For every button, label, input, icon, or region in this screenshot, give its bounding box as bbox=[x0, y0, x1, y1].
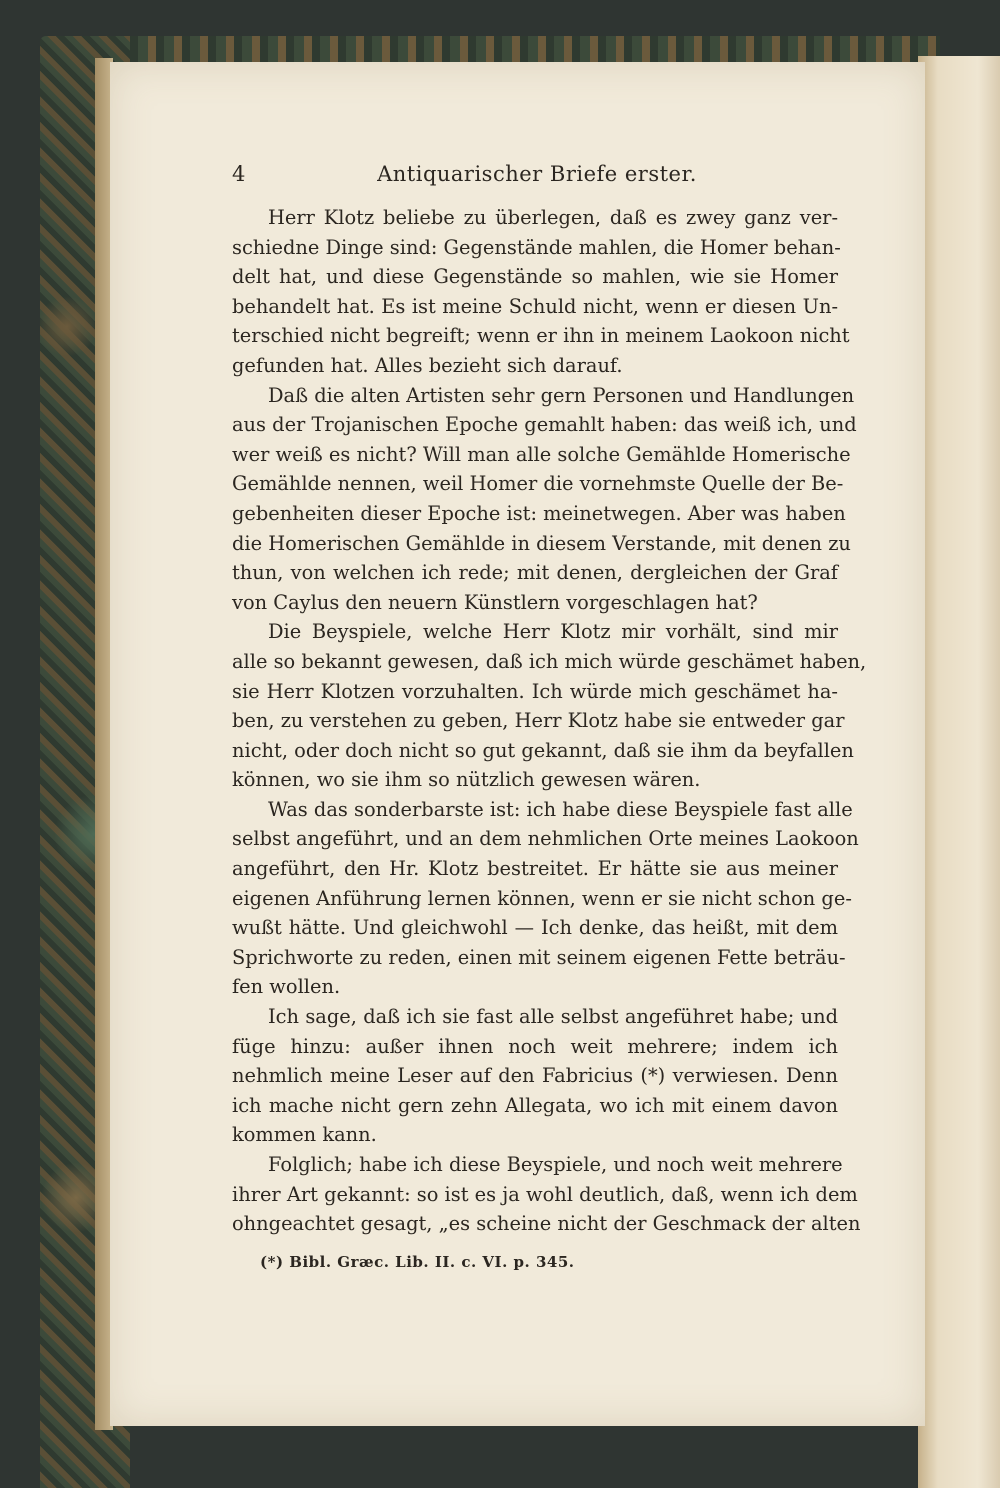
facing-page-edge bbox=[918, 56, 1000, 1488]
text-line: selbst angeführt, und an dem nehmlichen Orte meines Laokoon bbox=[232, 827, 859, 851]
text-line: alle so bekannt gewesen, daß ich mich würde geschämet haben, bbox=[232, 649, 867, 673]
text-line: Ich sage, daß ich sie fast alle selbst angeführet habe; und bbox=[268, 1005, 838, 1029]
text-line: delt hat, und diese Gegenstände so mahlen, wie sie Homer bbox=[232, 265, 838, 289]
text-line: wer weiß es nicht? Will man alle solche Gemählde Homerische bbox=[232, 442, 851, 466]
text-line: fen wollen. bbox=[232, 975, 341, 999]
body-text bbox=[232, 203, 867, 1239]
text-line: von Caylus den neuern Künstlern vorgeschlagen hat? bbox=[232, 590, 758, 614]
text-line: thun, von welchen ich rede; mit denen, dergleichen der Graf bbox=[232, 561, 838, 585]
text-line: können, wo sie ihm so nützlich gewesen wären. bbox=[232, 768, 701, 792]
text-line: ich mache nicht gern zehn Allegata, wo ich mit einem davon bbox=[232, 1093, 838, 1117]
text-line: nicht, oder doch nicht so gut gekannt, daß sie ihm da beyfallen bbox=[232, 738, 854, 762]
text-line: ben, zu verstehen zu geben, Herr Klotz habe sie entweder gar bbox=[232, 709, 845, 733]
text-line: füge hinzu: außer ihnen noch weit mehrere; indem ich bbox=[232, 1034, 838, 1058]
text-line: Was das sonderbarste ist: ich habe diese Beyspiele fast alle bbox=[268, 797, 853, 821]
text-line: angeführt, den Hr. Klotz bestreitet. Er hätte sie aus meiner bbox=[232, 857, 838, 881]
footnote: (*) Bibl. Græc. Lib. II. c. VI. p. 345. bbox=[260, 1253, 575, 1271]
text-line: Die Beyspiele, welche Herr Klotz mir vorhält, sind mir bbox=[268, 620, 838, 644]
text-line: gebenheiten dieser Epoche ist: meinetwegen. Aber was haben bbox=[232, 501, 846, 525]
text-line: nehmlich meine Leser auf den Fabricius (*) verwiesen. Denn bbox=[232, 1064, 838, 1088]
text-line: schiedne Dinge sind: Gegenstände mahlen, die Homer behan- bbox=[232, 235, 841, 259]
text-line: die Homerischen Gemählde in diesem Verstande, mit denen zu bbox=[232, 531, 851, 555]
text-line: Folglich; habe ich diese Beyspiele, und noch weit mehrere bbox=[268, 1153, 843, 1176]
page-number: 4 bbox=[232, 162, 246, 186]
text-line: Daß die alten Artisten sehr gern Personen und Handlungen bbox=[268, 383, 855, 407]
text-line: gefunden hat. Alles bezieht sich darauf. bbox=[232, 353, 623, 377]
text-line: kommen kann. bbox=[232, 1123, 377, 1147]
text-line: ihrer Art gekannt: so ist es ja wohl deutlich, daß, wenn ich dem bbox=[232, 1182, 858, 1206]
text-line: eigenen Anführung lernen können, wenn er sie nicht schon ge- bbox=[232, 886, 852, 910]
page-header bbox=[232, 162, 842, 192]
text-line: Sprichworte zu reden, einen mit seinem eigenen Fette beträu- bbox=[232, 945, 846, 969]
text-line: sie Herr Klotzen vorzuhalten. Ich würde mich geschämet ha- bbox=[232, 679, 838, 703]
text-line: Herr Klotz beliebe zu überlegen, daß es zwey ganz ver- bbox=[268, 206, 838, 229]
text-line: behandelt hat. Es ist meine Schuld nicht, wenn er diesen Un- bbox=[232, 294, 838, 318]
running-head: Antiquarischer Briefe erster. bbox=[377, 162, 697, 186]
text-line: terschied nicht begreift; wenn er ihn in meinem Laokoon nicht bbox=[232, 324, 850, 348]
text-line: wußt hätte. Und gleichwohl — Ich denke, das heißt, mit dem bbox=[232, 916, 838, 940]
text-line: Gemählde nennen, weil Homer die vornehmste Quelle der Be- bbox=[232, 472, 844, 496]
text-line: aus der Trojanischen Epoche gemahlt haben: das weiß ich, und bbox=[232, 413, 857, 437]
text-line: ohngeachtet gesagt, „es scheine nicht der Geschmack der alten bbox=[232, 1212, 861, 1236]
